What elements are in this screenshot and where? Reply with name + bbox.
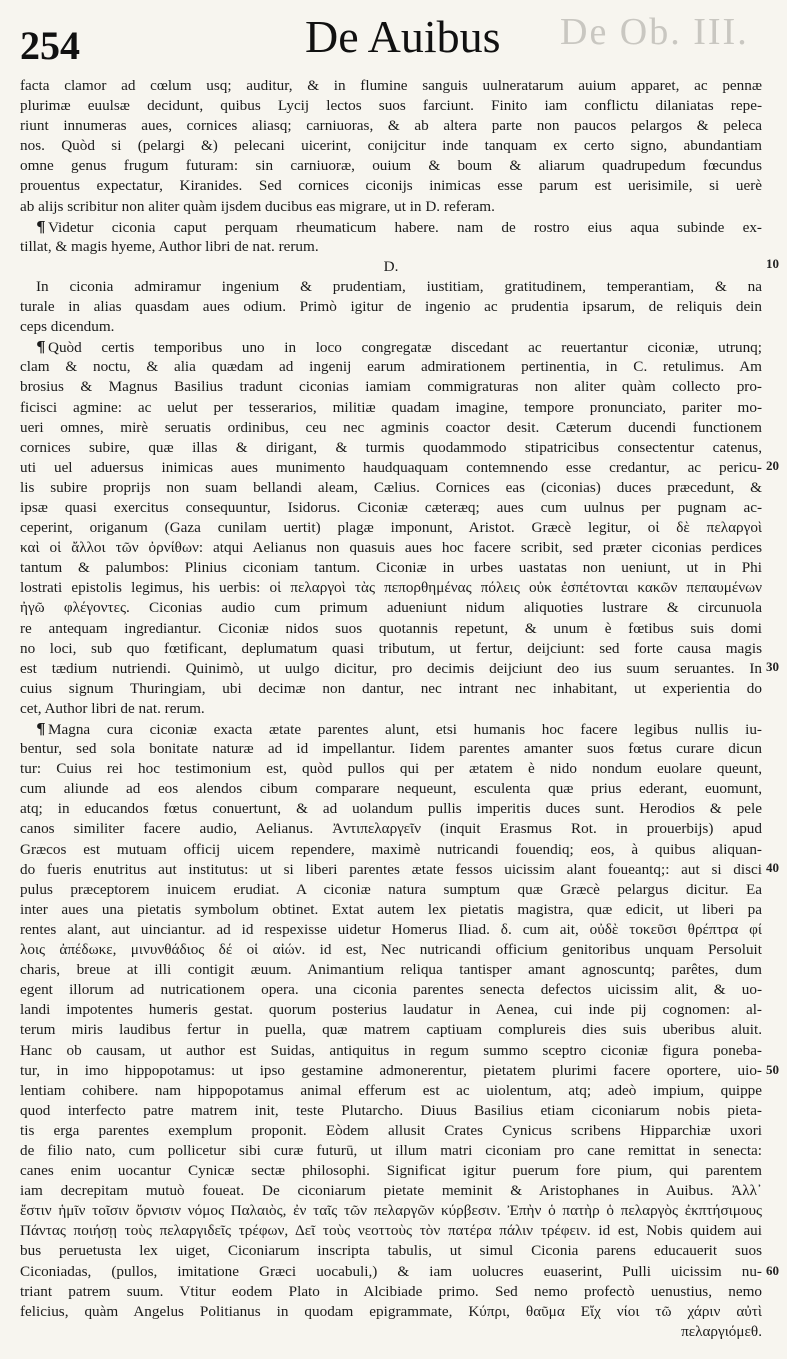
line-text: tis erga parentes exemplum proponit. Eòdem allusit Crates Cynicus scribens Hipparchiæ uxori <box>20 1121 762 1139</box>
text-line <box>20 1241 762 1261</box>
text-line <box>20 518 762 538</box>
text-line <box>20 377 762 397</box>
running-title: De Auibus <box>305 11 501 62</box>
text-line <box>20 398 762 418</box>
text-line <box>20 960 762 980</box>
text-line <box>20 578 762 598</box>
text-line <box>20 860 762 880</box>
text-line <box>20 116 762 136</box>
text-line <box>20 1201 762 1221</box>
line-text: iam decrepitam mutuò foueat. De ciconiarum pietate meminit & Aristophanes in Auibus. Ἀλλ᾽ <box>20 1182 762 1200</box>
margin-line-number: 50 <box>766 1062 779 1077</box>
margin-line-number: 20 <box>766 458 779 473</box>
line-text: Græcos est mutuam officij uicem rependere, maximè nutricandi fouendiq; eos, à quibus aliquan- <box>20 840 762 858</box>
text-line <box>20 96 762 116</box>
text-line <box>20 659 762 679</box>
line-text: bus peruetusta lex uiget, Ciconiarum inscripta tabulis, ut simul Ciconia parens educauerit suos <box>20 1242 762 1260</box>
line-text: cornices subire, quæ illas & dirigant, & turmis quodammodo stipatricibus consectentur catenus, <box>20 438 762 456</box>
line-text: ceperint, origanum (Gaza cunilam uertit) plagæ imponunt, Aristot. Græcè legitur, οἱ δὲ πελαργοὶ <box>20 519 762 537</box>
text-line <box>20 438 762 458</box>
line-text: cum aliunde ad eos alendos cibum comparare nequeunt, esculenta quæ prius ederant, euomunt, <box>20 780 762 798</box>
text-line <box>20 1020 762 1040</box>
text-line <box>20 317 762 337</box>
line-text: atq; in educandos fœtus conuertunt, & ad uolandum pullis imperitis duces sunt. Herodios & pele <box>20 800 762 818</box>
text-line <box>20 940 762 960</box>
text-line <box>20 1262 762 1282</box>
text-line <box>20 418 762 438</box>
line-text: nos. Quòd si (pelargi &) pelecani uicerint, conijcitur inde tanquam ex certo signo, abundantiam <box>20 137 762 155</box>
page-number: 254 <box>20 23 80 68</box>
pilcrow-icon: ¶ <box>36 720 46 738</box>
text-line <box>20 337 762 357</box>
line-text: riunt innumeras aues, cornices aliasq; carniuoras, & ab altera parte non paucos pelargos & peleca <box>20 117 762 135</box>
line-text: landi impotentes humeris gestat. quorum posterius laudatur in Aenea, cui inde pij cognomen: al- <box>20 1001 762 1019</box>
text-line <box>20 1181 762 1201</box>
text-line <box>20 1041 762 1061</box>
text-line <box>20 1101 762 1121</box>
line-text: turale in alias quasdam aues odium. Primò igitur de ingenio ac prudentia ipsarum, de reliquis dein <box>20 298 762 316</box>
text-line <box>20 799 762 819</box>
line-text: clam & noctu, & alia quædam ad ingenij earum admirationem pertinentia, in C. retulimus. Am <box>20 358 762 376</box>
text-line <box>20 639 762 659</box>
line-text: re antequam ingrediantur. Ciconiæ nidos suos quotannis repetunt, & unum è fœtibus suis domi <box>20 619 762 637</box>
line-text: charis, breue at illi contigit æuum. Animantium reliqua tantisper amant agnoscuntq; parêtes, dum <box>20 961 762 979</box>
line-text: pulus præceptorem inuicem erudiat. A ciconiæ natura sumptum quæ Græcè pelargus dicitur. Ea <box>20 880 762 898</box>
line-text: lostrati epistolis legimus, his uerbis: οἱ πελαργοὶ τὰς πεπορθημένας πόλεις οὐκ ἐσπέτονται κακῶν πεπαυμένων <box>20 579 762 597</box>
text-line <box>20 558 762 578</box>
text-line <box>20 217 762 237</box>
line-text: de filio nato, cum pollicetur sibi curæ futurū, ut illum matri ciconiam pro cane remittat in senecta: <box>20 1141 762 1159</box>
line-text: Ciconiadas, (pullos, imitatione Græci uocabuli,) & iam uolucres euaserint, Pulli uicissim nu- <box>20 1262 762 1280</box>
line-text: egent illorum ad nutricationem opera. una ciconia parentes senecta defectos uicissim alit, & uo- <box>20 981 762 999</box>
line-text: rentes alant, aut uinciantur. ad id respexisse uidetur Homerus Iliad. δ. cum ait, οὐδὲ τοκεῦσι θρέπτρα φί <box>20 920 762 938</box>
margin-line-number: 10 <box>766 256 779 271</box>
pilcrow-icon: ¶ <box>36 338 46 357</box>
margin-line-number: 40 <box>766 860 779 875</box>
line-text: καὶ οἱ ἄλλοι τῶν ὀρνίθων: atqui Aelianus non quasuis aues hoc facere scribit, sed præter ciconias perdices <box>20 539 762 557</box>
line-text: do fueris enutritus aut institutus: ut si liberi parentes ætate fessos uicissim alant foueantq;: aut si disci <box>20 860 762 878</box>
text-line <box>20 1282 762 1302</box>
text-line <box>20 1061 762 1081</box>
line-text: Videtur ciconia caput perquam rheumaticum habere. nam de rostro eius aqua subinde ex- <box>48 218 762 236</box>
margin-line-number: 60 <box>766 1263 779 1278</box>
text-line <box>20 739 762 759</box>
line-text: ab alijs scribitur non aliter quàm ijsdem ducibus eas migrare, ut in D. referam. <box>20 197 495 215</box>
line-text: felicius, quàm Angelus Politianus in quodam epigrammate, Κύπρι, θαῦμα Εἴχ νίοι τῶ χάριν αὐτὶ <box>20 1302 762 1320</box>
line-text: lentiam cohibere. nam hippopotamus animal efferum est ac uiolentum, atq; adeò impium, quippe <box>20 1081 762 1099</box>
line-text: brosius & Magnus Basilius tradunt ciconias iamiam commigraturas non aliter quàm collecto pro- <box>20 378 762 396</box>
text-line <box>20 176 762 196</box>
line-text: plurimæ euulsæ decidunt, quibus Lycij lectos suos farciunt. Finito iam conflictu dilaniatas repe- <box>20 97 762 115</box>
text-line <box>20 136 762 156</box>
text-line <box>20 1081 762 1101</box>
pilcrow-icon: ¶ <box>36 217 46 236</box>
line-text: triant patrem suum. Vtitur eodem Plato in Alcibiade primo. Sed nemo profectò uenustius, nemo <box>20 1282 762 1300</box>
text-line <box>20 1161 762 1181</box>
text-line <box>20 156 762 176</box>
line-text: Magna cura ciconiæ exacta ætate parentes alunt, etsi humanis hoc facere legibus nullis iu- <box>48 721 762 738</box>
margin-line-number: 30 <box>766 659 779 674</box>
line-text: facta clamor ad cœlum usq; auditur, & in flumine sanguis uulneratarum auium apparet, ac pennæ <box>20 77 762 94</box>
text-line <box>20 498 762 518</box>
text-line <box>20 197 762 217</box>
text-line <box>20 458 762 478</box>
line-text: Πάντας ποιήσῃ τοὺς πελαργιδεῖς τρέφων, Δεῖ τοὺς νεοττοὺς τὸν πατέρα πάλιν τρέφειν. id est, Nobis quidem aui <box>20 1222 762 1240</box>
line-text: quod interfecto patre matrem init, teste Plutarcho. Diuus Basilius etiam ciconiarum nobis pieta- <box>20 1101 762 1119</box>
text-line <box>20 719 762 739</box>
line-text: est tædium nutriendi. Quinimò, ut uulgo dicitur, pro decimis deijciunt deo ius suum seruantes. In <box>20 659 762 677</box>
line-text: D. <box>383 257 399 275</box>
line-text: uti uel aduersus inimicas aues munimento haudquaquam contemnendo esse credantur, ac pericu- <box>20 458 762 476</box>
text-line <box>20 1322 762 1342</box>
line-text: cuius signum Thuringiam, ubi decimæ non dantur, nec intrant nec inhabitant, ut experientia do <box>20 679 762 697</box>
line-text: ἠγῶ φλέγοντες. Ciconias audio cum primum adueniunt nidum aliquoties lustrare & circunuola <box>20 599 762 617</box>
line-text: terum miris laudibus fertur in puella, quæ matrem captiuam complureis dies suis uberibus aluit. <box>20 1021 762 1039</box>
text-line <box>20 1121 762 1141</box>
text-line <box>20 1000 762 1020</box>
text-line <box>20 1141 762 1161</box>
text-line <box>20 920 762 940</box>
line-text: no loci, sub quo fœtificant, deplumatum quasi tributum, ut fertur, deijciunt: sed forte causa magis <box>20 639 762 657</box>
line-text: tillat, & magis hyeme, Author libri de nat. rerum. <box>20 237 319 255</box>
text-line <box>20 980 762 1000</box>
line-text: tur: Cuius rei hoc testimonium est, quòd pullos qui per ætatem è nido nondum euolare queunt, <box>20 760 762 778</box>
text-line <box>20 779 762 799</box>
text-line <box>20 619 762 639</box>
line-text: Hanc ob causam, ut author est Suidas, antiquitus in regum summo sceptro ciconiæ figura poneba- <box>20 1041 762 1059</box>
line-text: ueri omnes, mirè seruatis ordinibus, ceu nec agminis coactor desit. Cæterum ducendi functionem <box>20 418 762 436</box>
line-text: canes enim uocantur Cynicæ sectæ philosophi. Significat igitur puerum fore pium, qui parentem <box>20 1162 762 1180</box>
line-text: Quòd certis temporibus uno in loco congregatæ discedant ac reuertantur ciconiæ, utrunq; <box>48 339 762 357</box>
text-line <box>20 478 762 498</box>
text-line <box>20 357 762 377</box>
text-line <box>20 840 762 860</box>
line-text: cet, Author libri de nat. rerum. <box>20 699 205 717</box>
text-line <box>20 76 762 96</box>
text-line <box>20 759 762 779</box>
line-text: tantum & palumbos: Plinius ciconiam tantum. Ciconiæ in urbes uastatas non ueniunt, ut in Phi <box>20 559 762 577</box>
line-text: bentur, sed sola bonitate naturæ ad id impellantur. Iidem parentes amanter suos fœtus curare dicun <box>20 740 762 758</box>
line-text: ἔστιν ἡμῖν τοῖσιν ὄρνισιν νόμος Παλαιὸς, ἐν ταῖς τῶν πελαργῶν κύρβεσιν. Ἐπὴν ὁ πατὴρ ὁ πελαργὸς ἐκπτήσιμους <box>20 1202 762 1220</box>
text-body <box>20 76 762 1342</box>
line-text: lis subire proprijs non suam bellandi aleam, Cælius. Cornices eas (ciconias) duces præcedunt, & <box>20 478 762 496</box>
text-line <box>20 1221 762 1241</box>
bleed-through-text: De Ob. III. <box>560 11 749 53</box>
line-text: ceps dicendum. <box>20 318 115 336</box>
text-line <box>20 598 762 618</box>
text-line <box>20 1302 762 1322</box>
line-text: omne genus frugum futuram: sin carniuoræ, ouium & boum & aliarum quadrupedum fœcundus <box>20 157 762 175</box>
text-line <box>20 900 762 920</box>
text-line <box>20 880 762 900</box>
text-line <box>20 297 762 317</box>
line-text: canos similiter facere audio, Aelianus. Ἀντιπελαργεῖν (inquit Erasmus Rot. in prouerbijs) apud <box>20 820 762 838</box>
line-text: πελαργιόμεθ. <box>681 1322 762 1340</box>
line-text: In ciconia admiramur ingenium & prudentiam, iustitiam, gratitudinem, temperantiam, & na <box>36 277 762 295</box>
text-line <box>20 679 762 699</box>
text-line <box>20 277 762 297</box>
line-text: tur, in imo hippopotamus: ut ipso gestamine admonerentur, pietatem plurimi facere oportere, uio- <box>20 1061 762 1079</box>
text-line <box>20 699 762 719</box>
text-line <box>20 237 762 257</box>
text-line <box>20 538 762 558</box>
line-text: inter aues una pietatis symbolum obtinet. Extat autem lex pietatis magistra, quæ edicit, ut liberi pa <box>20 900 762 918</box>
line-text: prouentus expectatur, Kiranides. Sed cornices ciconijs inimicas esse parum est uerisimile, si uerè <box>20 177 762 195</box>
text-line <box>20 819 762 839</box>
line-text: λοις ἀπέδωκε, μινυνθάδιος δέ οἱ αἰών. id est, Nec nutricandi officium genitoribus unquam Persoluit <box>20 941 762 959</box>
text-line <box>20 257 762 277</box>
line-text: ficisci agmine: ac uelut per tesserarios, militiæ quadam imagine, tempore pronunciato, pariter mo- <box>20 398 762 416</box>
line-text: ipsæ quasi exercitus consequuntur, Isidorus. Ciconiæ cæteræq; aues cum uulnus per pugnam ac- <box>20 498 762 516</box>
